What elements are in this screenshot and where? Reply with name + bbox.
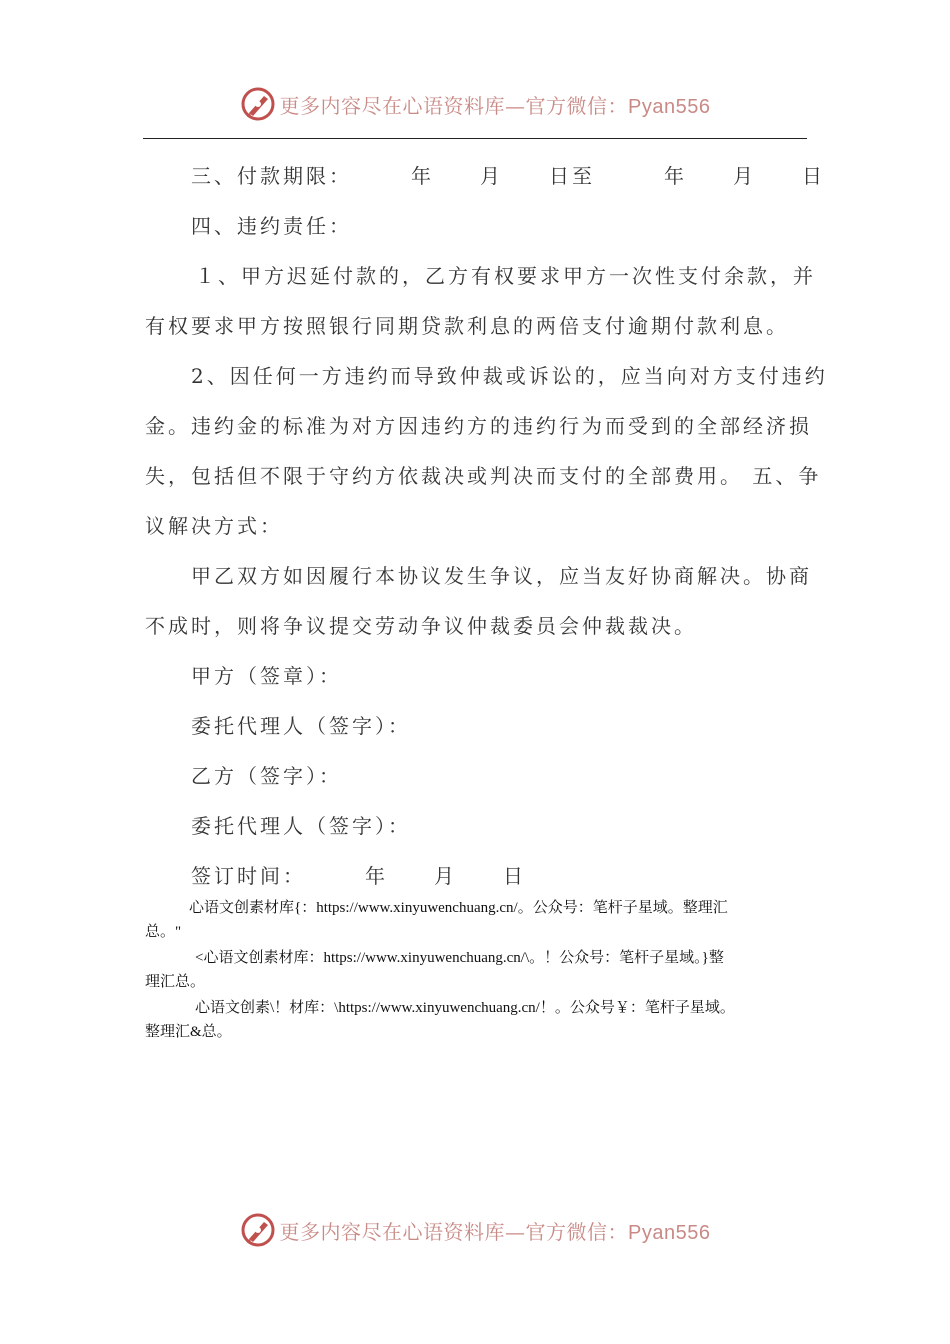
- agent-b-signature: 委托代理人（签字）：: [191, 814, 411, 838]
- note3-line1: 心语文创素\！材库：\https://www.xinyuwenchuang.cn/！。公众号￥：笔杆子星域。: [195, 1000, 735, 1016]
- footer-brand: Pyan556: [628, 1221, 711, 1244]
- clause2-line1: 2、因任何一方违约而导致仲裁或诉讼的，应当向对方支付违约: [191, 364, 828, 388]
- pen-logo-icon: [240, 1212, 276, 1248]
- clause1-line1: １、甲方迟延付款的，乙方有权要求甲方一次性支付余款，并: [195, 264, 816, 288]
- clause1-line2: 有权要求甲方按照银行同期贷款利息的两倍支付逾期付款利息。: [145, 314, 789, 338]
- note1-line1: 心语文创素材库{：https://www.xinyuwenchuang.cn/。公众号：笔杆子星域。整理汇: [189, 900, 728, 916]
- party-b-signature: 乙方（签字）：: [191, 764, 342, 788]
- header-banner-text: 更多内容尽在心语资料库—官方微信：Pyan556: [279, 93, 711, 118]
- payment-term: 三、付款期限： 年 月 日至 年 月 日: [191, 164, 825, 188]
- dispute-line2: 不成时，则将争议提交劳动争议仲裁委员会仲裁裁决。: [145, 614, 697, 638]
- dispute-line1: 甲乙双方如因履行本协议发生争议，应当友好协商解决。协商: [191, 564, 812, 588]
- clause2-line4: 议解决方式：: [145, 514, 283, 538]
- footer-banner: [0, 1208, 950, 1252]
- agent-a-signature: 委托代理人（签字）：: [191, 714, 411, 738]
- note2-line2: 理汇总。: [145, 974, 206, 990]
- pen-logo-icon: [240, 86, 276, 122]
- breach-heading: 四、违约责任：: [191, 214, 352, 238]
- sign-date: 签订时间： 年 月 日: [191, 864, 526, 888]
- note2-line1: <心语文创素材库：https://www.xinyuwenchuang.cn/\。！公众号：笔杆子星域。}整: [195, 950, 724, 966]
- party-a-signature: 甲方（签章）：: [191, 664, 342, 688]
- header-brand: Pyan556: [628, 95, 711, 118]
- note1-line2: 总。": [145, 924, 182, 940]
- clause2-line2: 金。违约金的标准为对方因违约方的违约行为而受到的全部经济损: [145, 414, 812, 438]
- footer-banner-text: 更多内容尽在心语资料库—官方微信：Pyan556: [279, 1219, 711, 1244]
- header-divider: [143, 138, 807, 139]
- clause2-line3: 失，包括但不限于守约方依裁决或判决而支付的全部费用。 五、争: [145, 464, 822, 488]
- header-banner: [0, 82, 950, 126]
- note3-line2: 整理汇&总。: [145, 1024, 232, 1040]
